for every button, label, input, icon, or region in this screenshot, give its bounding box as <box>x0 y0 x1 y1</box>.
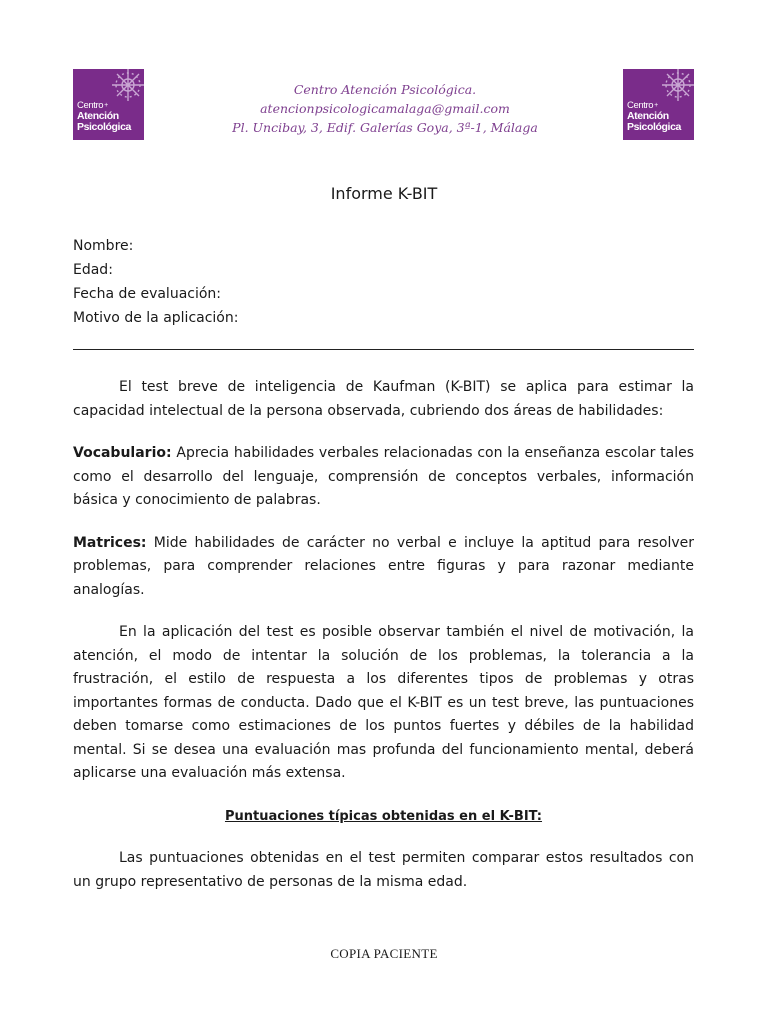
matrices-term: Matrices: <box>73 534 147 551</box>
vocabulario-text: Aprecia habilidades verbales relacionadas con la enseñanza escolar tales como el desarrollo del lenguaje, comprensión de conceptos verbales, información básica y conocimiento de palabras. <box>73 445 694 508</box>
report-body <box>73 376 694 913</box>
letterhead <box>170 80 600 137</box>
field-motivo: Motivo de la aplicación: <box>73 310 239 326</box>
observation-paragraph: En la aplicación del test es posible observar también el nivel de motivación, la atención, el modo de intentar la solución de los problemas, la tolerancia a la frustración, el estilo de respuesta a los diferentes tipos de problemas y otras importantes formas de conducta. Dado que el K-BIT es un test breve, las puntuaciones deben tomarse como estimaciones de los puntos fuertes y débiles de la habilidad mental. Si se desea una evaluación mas profunda del funcionamiento mental, deberá aplicarse una evaluación más extensa. <box>73 624 694 781</box>
divider <box>73 349 694 350</box>
patient-fields <box>73 234 238 330</box>
vocabulario-term: Vocabulario: <box>73 445 172 461</box>
logo-text: Centro+ Atención Psicológica <box>627 100 681 133</box>
center-address: Pl. Uncibay, 3, Edif. Galerías Goya, 3ª-1, Málaga <box>232 120 538 135</box>
center-name: Centro Atención Psicológica. <box>293 82 477 97</box>
footer-copy-label: COPIA PACIENTE <box>330 946 438 961</box>
field-edad: Edad: <box>73 262 113 278</box>
matrices-paragraph <box>73 532 694 603</box>
intro-paragraph: El test breve de inteligencia de Kaufman (K-BIT) se aplica para estimar la capacidad intelectual de la persona observada, cubriendo dos áreas de habilidades: <box>73 379 694 419</box>
logo-left <box>73 69 144 140</box>
document-title: Informe K-BIT <box>330 184 438 203</box>
field-fecha: Fecha de evaluación: <box>73 286 222 302</box>
matrices-text: Mide habilidades de carácter no verbal e incluye la aptitud para resolver problemas, para comprender relaciones entre figuras y para razonar mediante analogías. <box>73 534 694 598</box>
logo-right <box>623 69 694 140</box>
vocabulario-paragraph <box>73 442 694 513</box>
scores-heading: Puntuaciones típicas obtenidas en el K-BIT: <box>224 808 543 824</box>
center-email: atencionpsicologicamalaga@gmail.com <box>260 101 510 116</box>
field-nombre: Nombre: <box>73 238 134 254</box>
scores-paragraph: Las puntuaciones obtenidas en el test permiten comparar estos resultados con un grupo representativo de personas de la misma edad. <box>73 850 694 890</box>
logo-text: Centro+ Atención Psicológica <box>77 100 131 133</box>
